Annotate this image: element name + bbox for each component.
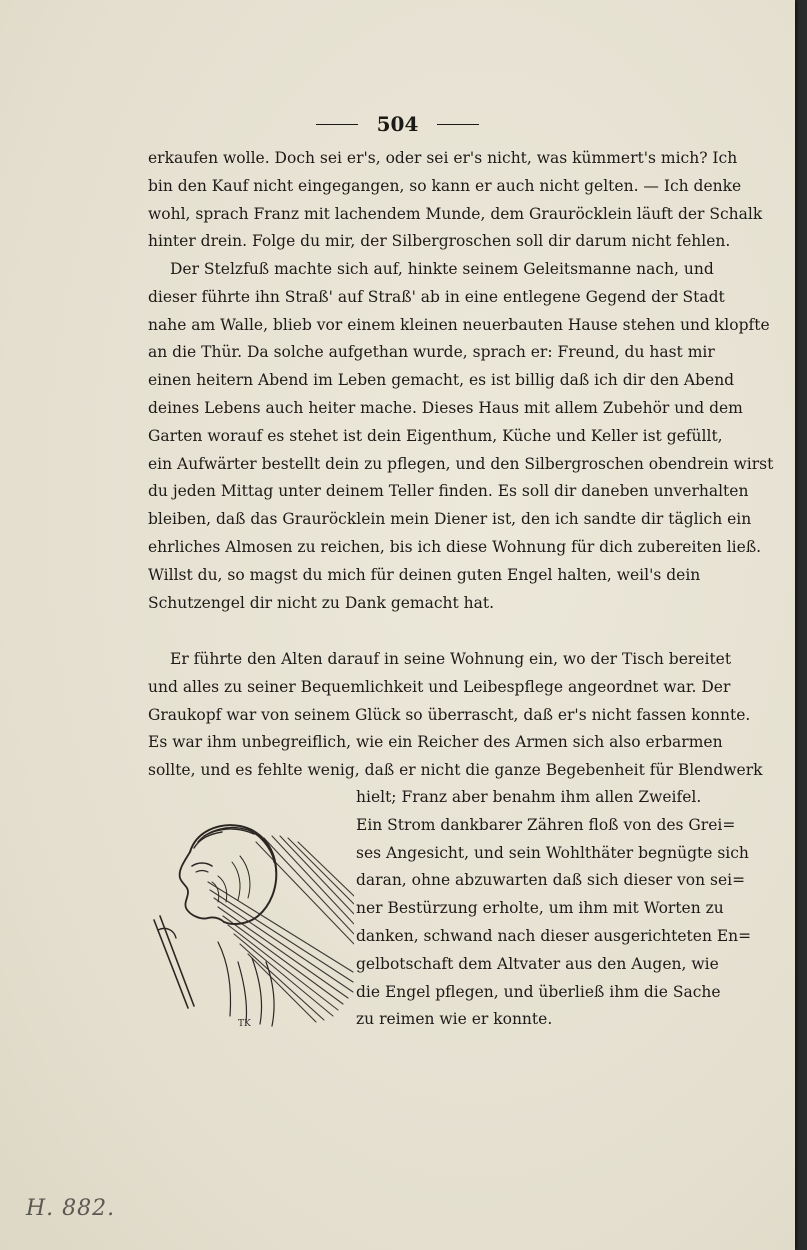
text-line: Es war ihm unbegreiflich, wie ein Reicher des Armen sich also erbarmen	[148, 733, 723, 752]
paragraph-3-continued	[356, 784, 752, 1034]
illustration-monogram: TK	[238, 1019, 251, 1029]
text-line: du jeden Mittag unter deinem Teller finden. Es soll dir daneben unverhalten	[148, 482, 749, 501]
shelfmark-note: H. 882.	[26, 1196, 116, 1221]
text-line: an die Thür. Da solche aufgethan wurde, sprach er: Freund, du hast mir	[148, 343, 715, 362]
header-rule-right	[437, 124, 479, 125]
header-rule-left	[316, 124, 358, 125]
paragraph-3	[148, 646, 763, 785]
text-line: sollte, und es fehlte wenig, daß er nicht die ganze Begebenheit für Blendwerk	[148, 761, 763, 780]
text-line: einen heitern Abend im Leben gemacht, es ist billig daß ich dir den Abend	[148, 371, 735, 390]
paragraph-1	[148, 145, 763, 256]
text-line: ner Bestürzung erholte, um ihm mit Worten zu	[356, 899, 724, 918]
text-line: hinter drein. Folge du mir, der Silbergroschen soll dir darum nicht fehlen.	[148, 232, 731, 251]
text-line: dieser führte ihn Straß' auf Straß' ab in eine entlegene Gegend der Stadt	[148, 287, 725, 306]
text-line: zu reimen wie er konnte.	[356, 1010, 553, 1029]
text-line: Garten worauf es stehet ist dein Eigenthum, Küche und Keller ist gefüllt,	[148, 426, 723, 445]
text-line: Er führte den Alten darauf in seine Wohnung ein, wo der Tisch bereitet	[170, 650, 732, 668]
text-line: daran, ohne abzuwarten daß sich dieser von sei=	[356, 871, 746, 890]
text-line: hielt; Franz aber benahm ihm allen Zweifel.	[356, 788, 702, 806]
text-line: und alles zu seiner Bequemlichkeit und Leibespflege angeordnet war. Der	[148, 677, 731, 696]
text-line: gelbotschaft dem Altvater aus den Augen, wie	[356, 954, 719, 973]
text-line: Willst du, so magst du mich für deinen guten Engel halten, weil's dein	[148, 565, 701, 584]
text-line: ses Angesicht, und sein Wohlthäter begnügte sich	[356, 843, 749, 862]
text-line: ein Aufwärter bestellt dein zu pflegen, und den Silbergroschen obendrein wirst	[148, 454, 774, 473]
paragraph-2	[148, 256, 774, 617]
text-line: Der Stelzfuß machte sich auf, hinkte seinem Geleitsmanne nach, und	[170, 260, 714, 278]
text-line: Graukopf war von seinem Glück so überrascht, daß er's nicht fassen konnte.	[148, 705, 751, 724]
text-line: bin den Kauf nicht eingegangen, so kann er auch nicht gelten. — Ich denke	[148, 176, 742, 195]
text-line: wohl, sprach Franz mit lachendem Munde, dem Grauröcklein läuft der Schalk	[148, 204, 763, 223]
text-line: Schutzengel dir nicht zu Dank gemacht hat.	[148, 593, 495, 612]
text-line: danken, schwand nach dieser ausgerichteten En=	[356, 926, 752, 945]
text-line: nahe am Walle, blieb vor einem kleinen neuerbauten Hause stehen und klopfte	[148, 315, 770, 334]
text-line: erkaufen wolle. Doch sei er's, oder sei er's nicht, was kümmert's mich? Ich	[148, 149, 738, 167]
text-line: bleiben, daß das Grauröcklein mein Diener ist, den ich sandte dir täglich ein	[148, 510, 752, 529]
text-line: Ein Strom dankbarer Zähren floß von des Grei=	[356, 815, 736, 834]
old-man-portrait-icon	[148, 812, 354, 1030]
text-line: deines Lebens auch heiter mache. Dieses Haus mit allem Zubehör und dem	[148, 398, 743, 417]
page-number: 504	[376, 112, 419, 136]
page-header	[0, 112, 795, 136]
text-line: ehrliches Almosen zu reichen, bis ich diese Wohnung für dich zubereiten ließ.	[148, 537, 762, 556]
text-line: die Engel pflegen, und überließ ihm die Sache	[356, 982, 721, 1001]
